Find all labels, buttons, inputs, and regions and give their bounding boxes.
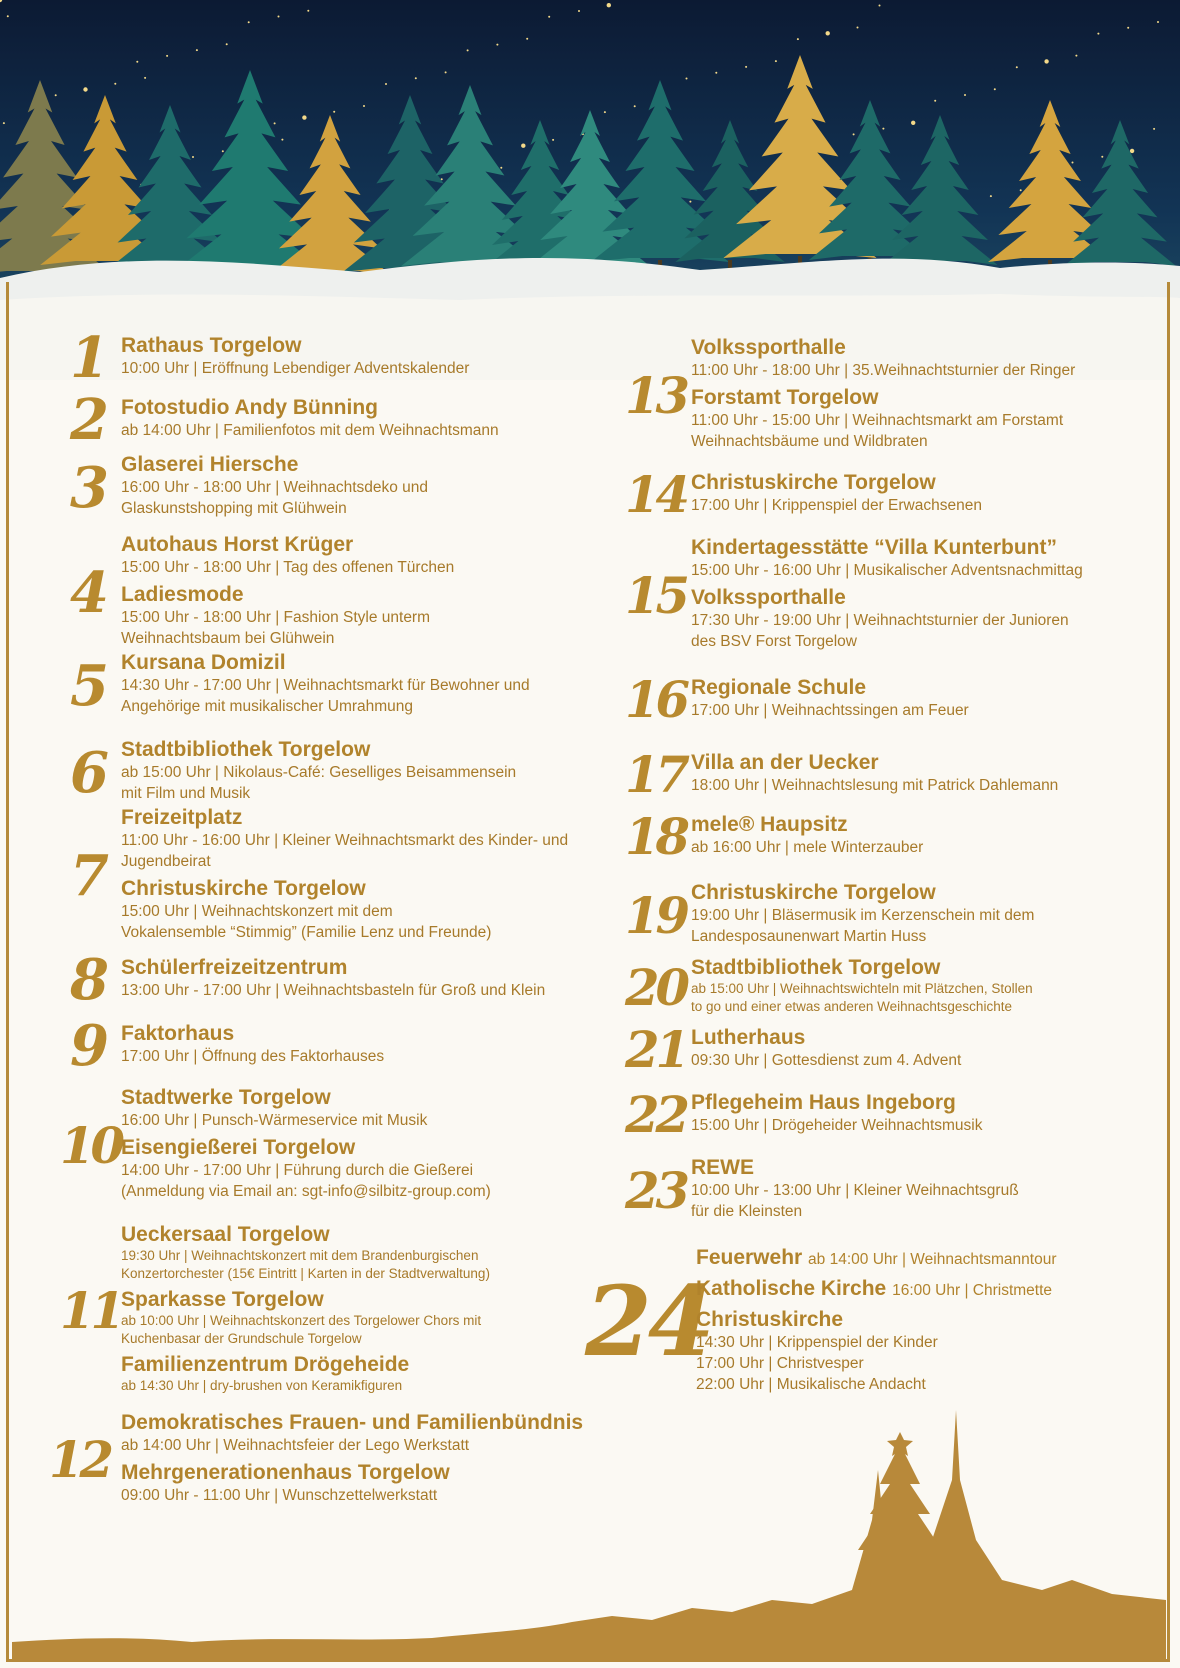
- event-heading: [121, 1410, 701, 1435]
- star: [964, 94, 966, 96]
- star: [548, 16, 550, 18]
- event-entry: [121, 1460, 701, 1506]
- star: [445, 71, 447, 73]
- event-detail: 16:00 Uhr - 18:00 Uhr | Weihnachtsdeko und: [121, 479, 429, 496]
- event-location: Mehrgenerationenhaus Torgelow: [121, 1461, 450, 1484]
- event-detail: 16:00 Uhr | Punsch-Wärmeservice mit Musik: [121, 1112, 428, 1129]
- event-location: REWE: [691, 1156, 754, 1179]
- event-location: Ladiesmode: [121, 583, 244, 606]
- day-number: 10: [60, 1115, 122, 1175]
- event-location: mele® Haupsitz: [691, 813, 848, 836]
- star: [994, 88, 996, 90]
- event-entry: [691, 880, 1180, 947]
- star: [248, 21, 250, 23]
- event-location: Volkssporthalle: [691, 336, 846, 359]
- event-entry: [696, 1276, 1180, 1303]
- event-heading: [691, 535, 1180, 560]
- event-heading: [121, 1222, 681, 1247]
- event-entry: [121, 1021, 681, 1067]
- event-detail: Glaskunstshopping mit Glühwein: [121, 500, 347, 517]
- event-detail: 09:30 Uhr | Gottesdienst zum 4. Advent: [691, 1052, 962, 1069]
- event-detail: 18:00 Uhr | Weihnachtslesung mit Patrick Dahlemann: [691, 777, 1059, 794]
- star: [307, 10, 309, 12]
- event-entry: [691, 1155, 1180, 1222]
- event-entry: [121, 395, 681, 441]
- day-number: 23: [625, 1160, 687, 1220]
- event-location: Faktorhaus: [121, 1022, 235, 1045]
- event-detail: 19:30 Uhr | Weihnachtskonzert mit dem Brandenburgischen: [121, 1248, 479, 1263]
- star: [1075, 55, 1077, 57]
- day-7: [60, 805, 681, 947]
- star: [934, 100, 936, 102]
- event-detail: 17:30 Uhr - 19:00 Uhr | Weihnachtsturnier der Junioren: [691, 612, 1069, 629]
- event-detail: ab 15:00 Uhr | Nikolaus-Café: Geselliges Beisammensein: [121, 764, 517, 781]
- event-location: Christuskirche: [696, 1308, 844, 1331]
- star: [136, 61, 138, 63]
- event-location: Familienzentrum Drögeheide: [121, 1353, 410, 1376]
- day-1: [60, 325, 681, 391]
- star: [826, 31, 830, 35]
- event-detail: 11:00 Uhr - 18:00 Uhr | 35.Weihnachtsturnier der Ringer: [691, 362, 1076, 379]
- star: [689, 201, 691, 203]
- event-entry: [691, 750, 1180, 796]
- star: [7, 15, 9, 17]
- star: [604, 111, 606, 113]
- event-detail: ab 14:30 Uhr | dry-brushen von Keramikfiguren: [121, 1378, 403, 1393]
- day-23: [625, 1155, 1180, 1226]
- day-9: [60, 1013, 681, 1079]
- day-number: 8: [70, 947, 105, 1013]
- event-entry: [691, 535, 1180, 581]
- event-detail: für die Kleinsten: [691, 1203, 803, 1220]
- day-number: 1: [70, 325, 105, 391]
- event-heading: [121, 1021, 681, 1046]
- event-location: Regionale Schule: [691, 676, 867, 699]
- day-number: 20: [625, 957, 687, 1017]
- event-entry: [121, 737, 681, 804]
- event-location: Kursana Domizil: [121, 651, 286, 674]
- event-detail: 15:00 Uhr - 16:00 Uhr | Musikalischer Adventsnachmittag: [691, 562, 1083, 579]
- event-location: Ueckersaal Torgelow: [121, 1223, 330, 1246]
- event-entry: [691, 470, 1180, 516]
- star: [415, 77, 417, 79]
- day-number: 11: [60, 1280, 122, 1340]
- event-location: Freizeitplatz: [121, 806, 243, 829]
- event-detail: ab 16:00 Uhr | mele Winterzauber: [691, 839, 924, 856]
- day-number: 4: [70, 559, 105, 626]
- event-detail: Konzertorchester (15€ Eintritt | Karten in der Stadtverwaltung): [121, 1266, 490, 1281]
- event-entry: [121, 876, 681, 943]
- event-entry: [121, 955, 681, 1001]
- day-number: 22: [625, 1085, 687, 1145]
- event-detail: Landesposaunenwart Martin Huss: [691, 928, 927, 945]
- event-detail: 11:00 Uhr - 16:00 Uhr | Kleiner Weihnachtsmarkt des Kinder- und: [121, 832, 569, 849]
- star: [467, 49, 469, 51]
- event-detail: 15:00 Uhr - 18:00 Uhr | Fashion Style unterm: [121, 609, 431, 626]
- header-illustration: [0, 0, 1180, 380]
- star: [1157, 21, 1159, 23]
- event-location: Forstamt Torgelow: [691, 386, 879, 409]
- event-entry: [121, 650, 681, 717]
- day-number: 19: [625, 885, 687, 945]
- star: [500, 167, 502, 169]
- star: [274, 122, 276, 124]
- day-21: [625, 1020, 1180, 1080]
- star: [83, 87, 87, 91]
- star: [1020, 189, 1022, 191]
- event-entry: [691, 1090, 1180, 1136]
- event-heading: [691, 335, 1180, 360]
- star: [879, 5, 881, 7]
- day-number: 15: [625, 565, 687, 625]
- event-heading: [121, 333, 681, 358]
- event-location: Christuskirche Torgelow: [691, 471, 936, 494]
- event-heading: [691, 1090, 1180, 1115]
- star: [990, 195, 992, 197]
- day-17: [625, 745, 1180, 805]
- event-location: Feuerwehr: [696, 1246, 803, 1269]
- event-detail: Weihnachtsbaum bei Glühwein: [121, 630, 335, 647]
- event-detail: 17:00 Uhr | Krippenspiel der Erwachsenen: [691, 497, 982, 514]
- star: [526, 38, 528, 40]
- event-entry: [121, 805, 681, 872]
- day-20: [625, 955, 1180, 1020]
- event-entry: [121, 1085, 681, 1131]
- star: [302, 115, 306, 119]
- event-location: Lutherhaus: [691, 1026, 806, 1049]
- event-heading: [691, 1155, 1180, 1180]
- event-location: Christuskirche Torgelow: [121, 877, 366, 900]
- event-heading: [696, 1245, 1180, 1272]
- event-location: Stadtwerke Torgelow: [121, 1086, 331, 1109]
- event-detail: (Anmeldung via Email an: sgt-info@silbitz-group.com): [121, 1183, 491, 1200]
- event-detail: 15:00 Uhr | Drögeheider Weihnachtsmusik: [691, 1117, 983, 1134]
- event-entry: [691, 585, 1180, 652]
- event-entry: [691, 955, 1180, 1016]
- event-detail: 13:00 Uhr - 17:00 Uhr | Weihnachtsbasteln für Groß und Klein: [121, 982, 546, 999]
- event-detail: 14:00 Uhr - 17:00 Uhr | Führung durch die Gießerei: [121, 1162, 474, 1179]
- star: [853, 133, 855, 135]
- event-detail: des BSV Forst Torgelow: [691, 633, 857, 650]
- event-location: Stadtbibliothek Torgelow: [121, 738, 371, 761]
- event-heading: [691, 1025, 1180, 1050]
- event-heading: [696, 1307, 1180, 1332]
- day-16: [625, 670, 1180, 730]
- star: [686, 78, 688, 80]
- star: [1127, 27, 1129, 29]
- event-heading: [121, 452, 681, 477]
- event-location: Kindertagesstätte “Villa Kunterbunt”: [691, 536, 1058, 559]
- event-heading: [696, 1276, 1180, 1303]
- day-18: [625, 807, 1180, 867]
- star: [1101, 156, 1103, 158]
- star: [1016, 66, 1018, 68]
- event-detail: to go und einer etwas anderen Weihnachtsgeschichte: [691, 999, 1012, 1014]
- event-location: Villa an der Uecker: [691, 751, 879, 774]
- event-detail: 14:30 Uhr | Krippenspiel der Kinder: [696, 1334, 938, 1351]
- event-location: Christuskirche Torgelow: [691, 881, 936, 904]
- star: [607, 3, 611, 7]
- event-location: Volkssporthalle: [691, 586, 846, 609]
- day-number: 5: [70, 652, 105, 719]
- event-heading: [691, 675, 1180, 700]
- event-heading: [121, 532, 681, 557]
- star: [1072, 162, 1074, 164]
- event-heading: [691, 812, 1180, 837]
- event-detail: 17:00 Uhr | Christvesper: [696, 1355, 864, 1372]
- event-location: Fotostudio Andy Bünning: [121, 396, 378, 419]
- event-heading: [121, 1135, 681, 1160]
- star: [166, 55, 168, 57]
- day-number: 3: [70, 454, 105, 521]
- event-location: Rathaus Torgelow: [121, 334, 302, 357]
- event-detail: ab 10:00 Uhr | Weihnachtskonzert des Torgelower Chors mit: [121, 1313, 482, 1328]
- event-location: Demokratisches Frauen- und Familienbündnis: [121, 1411, 584, 1434]
- event-location: Glaserei Hiersche: [121, 453, 299, 476]
- star: [882, 128, 884, 130]
- star: [196, 49, 198, 51]
- event-detail: ab 15:00 Uhr | Weihnachtswichteln mit Plätzchen, Stollen: [691, 981, 1033, 996]
- star: [363, 105, 365, 107]
- star: [797, 38, 799, 40]
- star: [1130, 149, 1134, 153]
- event-detail: Jugendbeirat: [121, 853, 211, 870]
- event-location: Sparkasse Torgelow: [121, 1288, 324, 1311]
- event-heading: [691, 470, 1180, 495]
- event-detail: Kuchenbasar der Grundschule Torgelow: [121, 1331, 362, 1346]
- event-heading: [121, 395, 681, 420]
- event-detail: Weihnachtsbäume und Wildbraten: [691, 433, 928, 450]
- star: [552, 139, 554, 141]
- day-number: 16: [625, 670, 687, 730]
- star: [222, 150, 224, 152]
- event-heading: [121, 1085, 681, 1110]
- event-detail: 19:00 Uhr | Bläsermusik im Kerzenschein mit dem: [691, 907, 1035, 924]
- day-number: 21: [625, 1020, 687, 1080]
- star: [496, 44, 498, 46]
- star: [578, 10, 580, 12]
- event-detail: 10:00 Uhr | Eröffnung Lebendiger Adventskalender: [121, 360, 470, 377]
- event-heading: [121, 955, 681, 980]
- star: [911, 121, 915, 125]
- day-number: 13: [625, 365, 687, 425]
- star: [55, 94, 57, 96]
- event-location: Eisengießerei Torgelow: [121, 1136, 356, 1159]
- event-detail: 22:00 Uhr | Musikalische Andacht: [696, 1376, 926, 1393]
- event-detail: mit Film und Musik: [121, 785, 251, 802]
- event-detail: 15:00 Uhr - 18:00 Uhr | Tag des offenen Türchen: [121, 559, 455, 576]
- star: [1097, 33, 1099, 35]
- event-detail: Angehörige mit musikalischer Umrahmung: [121, 698, 414, 715]
- event-entry: [691, 675, 1180, 721]
- event-entry: [121, 1135, 681, 1202]
- day-8: [60, 947, 681, 1013]
- event-detail: ab 14:00 Uhr | Weihnachtsfeier der Lego Werkstatt: [121, 1437, 470, 1454]
- day-number: 6: [70, 739, 105, 806]
- event-location: Schülerfreizeitzentrum: [121, 956, 348, 979]
- event-entry: [691, 812, 1180, 858]
- event-heading: [121, 582, 681, 607]
- star: [3, 122, 5, 124]
- event-entry: [691, 385, 1180, 452]
- event-entry: [696, 1307, 1180, 1395]
- day-19: [625, 880, 1180, 951]
- event-detail: 15:00 Uhr | Weihnachtskonzert mit dem: [121, 903, 393, 920]
- star: [192, 156, 194, 158]
- day-12: [44, 1410, 701, 1510]
- event-entry: [121, 452, 681, 519]
- day-number: 18: [625, 807, 687, 867]
- star: [745, 66, 747, 68]
- day-10: [60, 1085, 681, 1206]
- star: [114, 83, 116, 85]
- event-heading: [121, 737, 681, 762]
- star: [385, 83, 387, 85]
- event-entry: [121, 532, 681, 578]
- event-heading: [121, 1460, 701, 1485]
- day-5: [60, 650, 681, 721]
- day-number: 24: [585, 1265, 711, 1378]
- event-detail: 10:00 Uhr - 13:00 Uhr | Kleiner Weihnachtsgruß: [691, 1182, 1019, 1199]
- day-number: 9: [70, 1013, 105, 1079]
- day-4: [60, 532, 681, 653]
- event-detail: 17:00 Uhr | Öffnung des Faktorhauses: [121, 1048, 385, 1065]
- event-time: 16:00 Uhr | Christmette: [892, 1282, 1053, 1299]
- event-detail: 11:00 Uhr - 15:00 Uhr | Weihnachtsmarkt am Forstamt: [691, 412, 1064, 429]
- star: [521, 144, 525, 148]
- event-entry: [121, 1410, 701, 1456]
- day-13: [625, 335, 1180, 456]
- star: [281, 139, 283, 141]
- event-entry: [121, 582, 681, 649]
- event-heading: [121, 650, 681, 675]
- star: [278, 16, 280, 18]
- event-heading: [691, 585, 1180, 610]
- day-number: 12: [48, 1430, 110, 1490]
- event-detail: 14:30 Uhr - 17:00 Uhr | Weihnachtsmarkt für Bewohner und: [121, 677, 530, 694]
- star: [775, 60, 777, 62]
- event-detail: Vokalensemble “Stimmig” (Familie Lenz und Freunde): [121, 924, 492, 941]
- day-number: 2: [70, 387, 105, 453]
- day-24: [585, 1245, 1180, 1399]
- event-heading: [121, 805, 681, 830]
- day-14: [625, 465, 1180, 525]
- event-location: Pflegeheim Haus Ingeborg: [691, 1091, 956, 1114]
- event-location: Katholische Kirche: [696, 1277, 887, 1300]
- event-detail: 09:00 Uhr - 11:00 Uhr | Wunschzettelwerkstatt: [121, 1487, 438, 1504]
- star: [715, 72, 717, 74]
- day-3: [60, 452, 681, 523]
- event-detail: ab 14:00 Uhr | Familienfotos mit dem Weihnachtsmann: [121, 422, 499, 439]
- event-heading: [691, 880, 1180, 905]
- star: [634, 105, 636, 107]
- star: [1044, 59, 1048, 63]
- event-entry: [691, 1025, 1180, 1071]
- day-number: 17: [625, 745, 687, 805]
- event-heading: [691, 385, 1180, 410]
- event-location: Autohaus Horst Krüger: [121, 533, 354, 556]
- event-time: ab 14:00 Uhr | Weihnachtsmanntour: [808, 1251, 1057, 1268]
- day-number: 7: [70, 843, 105, 909]
- event-detail: 17:00 Uhr | Weihnachtssingen am Feuer: [691, 702, 969, 719]
- day-15: [625, 535, 1180, 656]
- star: [1153, 128, 1155, 130]
- event-heading: [691, 955, 1180, 980]
- event-entry: [696, 1245, 1180, 1272]
- event-heading: [691, 750, 1180, 775]
- star: [857, 27, 859, 29]
- event-location: Stadtbibliothek Torgelow: [691, 956, 941, 979]
- day-number: 14: [625, 465, 687, 525]
- star: [226, 43, 228, 45]
- day-22: [625, 1085, 1180, 1145]
- day-6: [60, 737, 681, 808]
- star: [333, 111, 335, 113]
- event-entry: [691, 335, 1180, 381]
- event-heading: [121, 876, 681, 901]
- star: [144, 77, 146, 79]
- event-entry: [121, 333, 681, 379]
